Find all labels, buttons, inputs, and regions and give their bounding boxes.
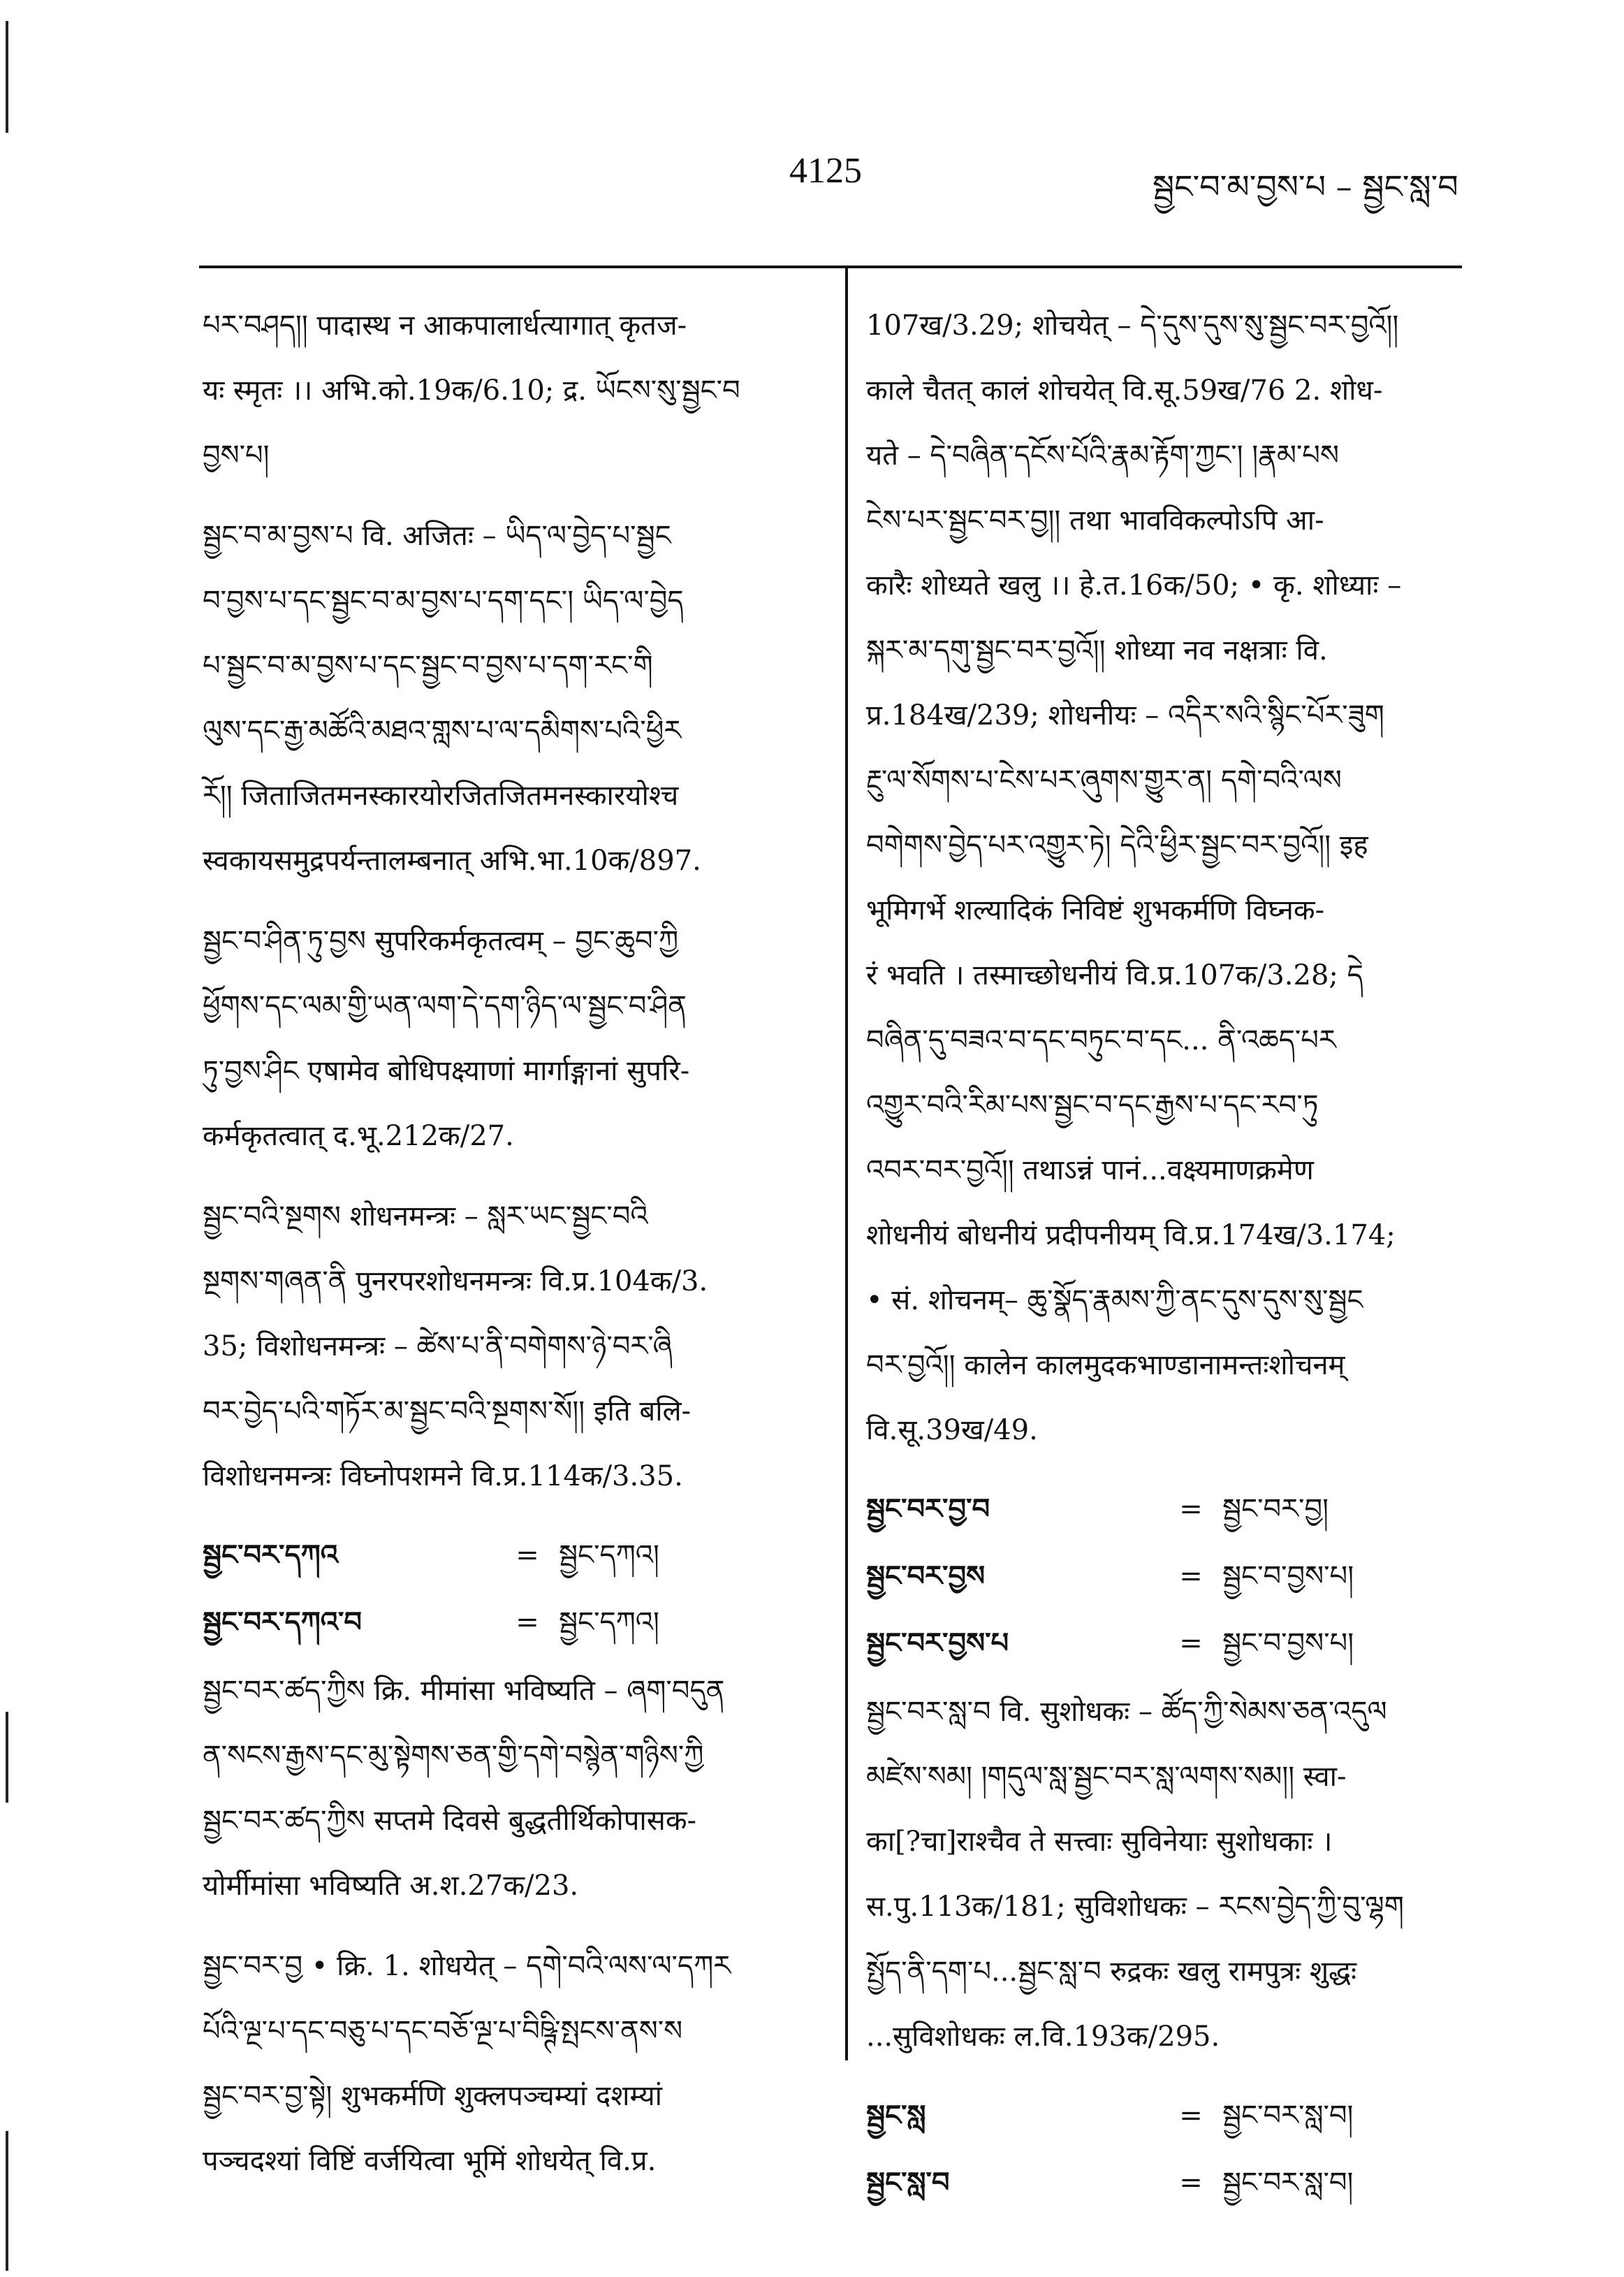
entry-line: སྤྱོད་ནི་དག་པ...སྦྱང་སླ་བ रुद्रकः खलु रामपुत्रः शुद्धः — [866, 1956, 1357, 1988]
dictionary-entry — [203, 293, 817, 488]
entry-line: ཕྱོགས་དང་ལམ་གྱི་ཡན་ལག་དེ་དག་ཉིད་ལ་སྦྱང་བ་ཤིན — [203, 990, 687, 1022]
entry-line: • सं. शोचनम्– ཆུ་སྣོད་རྣམས་ཀྱི་ནང་དུས་དུས་སུ་སྦྱང — [866, 1284, 1363, 1316]
xref-target: སྦྱང་དཀའ། — [559, 1606, 659, 1638]
entry-line: ལུས་དང་རྒྱ་མཚོའི་མཐའ་གླས་པ་ལ་དམིགས་པའི་ཕྱིར — [203, 715, 682, 747]
entry-line: स.पु.113क/181; सुविशोधकः – རངས་བྱེད་ཀྱི་བུ་ལྷག — [866, 1891, 1404, 1923]
entry-line: འགྱུར་བའི་རིམ་པས་སྦྱང་བ་དང་རྒྱས་པ་དང་རབ་ཏུ — [866, 1089, 1319, 1121]
entry-line: वि.सू.39ख/49. — [866, 1414, 1038, 1446]
scan-edge-mark — [6, 21, 8, 133]
entry-line: སྦྱང་བ་མ་བྱས་པ वि. अजितः – ཡིད་ལ་བྱེད་པ་སྦྱང — [203, 520, 671, 552]
xref-equals: = — [1179, 2167, 1203, 2199]
entry-line: यते – དེ་བཞིན་དངོས་པོའི་རྣམ་རྟོག་ཀྱང་། །རྣམ་པས — [866, 439, 1339, 472]
entry-line: रं भवति । तस्माच्छोधनीयं वि.प्र.107क/3.28; དེ — [866, 959, 1363, 991]
entry-line: पञ्चदश्यां विष्टिं वर्जयित्वा भूमिं शोधयेत् वि.प्र. — [203, 2145, 657, 2177]
xref-target: སྦྱང་བ་བྱས་པ། — [1222, 1560, 1354, 1592]
entry-line: པོའི་ལྔ་པ་དང་བཅུ་པ་དང་བཅོ་ལྔ་པ་བིཥྚི་སྤངས་ནས་ས — [203, 2015, 683, 2047]
entry-line: विशोधनमन्त्रः विघ्नोपशमने वि.प्र.114क/3.35. — [203, 1460, 683, 1492]
entry-line: प्र.184ख/239; शोधनीयः – འདིར་སའི་སྙིང་པོར་ཟུག — [866, 699, 1384, 732]
entry-line: སྦྱང་བར་བྱ • क्रि. 1. शोधयेत् – དགེ་བའི་ལས་ལ་དཀར — [203, 1950, 731, 1982]
entry-line: རྔུ་ལ་སོགས་པ་ངེས་པར་ཞུགས་གྱུར་ན། དགེ་བའི་ལས — [866, 764, 1342, 796]
cross-reference-row — [866, 1545, 1467, 1607]
entry-line: भूमिगर्भे शल्यादिकं निविष्टं शुभकर्मणि विघ्नक- — [866, 894, 1325, 926]
entry-line: བར་བྱེད་པའི་གཏོར་མ་སྦྱང་བའི་སྔགས་སོ།། इति बलि- — [203, 1395, 692, 1427]
column-divider — [845, 268, 848, 2060]
running-head: སྦྱང་བ་མ་བྱས་པ – སྦྱང་སླ་བ — [1153, 168, 1458, 205]
xref-target: སྦྱང་བར་བྱ། — [1222, 1493, 1329, 1525]
entry-line: བར་བྱའོ།། कालेन कालमुदकभाण्डानामन्तःशोचनम् — [866, 1349, 1345, 1381]
entry-line: སྦྱང་བར་ཚད་ཀྱིས क्रि. मीमांसा भविष्यति – ཞག་བདུན — [203, 1675, 725, 1707]
cross-reference-row — [866, 1613, 1467, 1674]
cross-reference-row — [866, 1478, 1467, 1540]
xref-equals: = — [1179, 1493, 1203, 1525]
entry-line: 35; विशोधनमन्त्रः – ཚེས་པ་ནི་བགེགས་ཉེ་བར་ཞི — [203, 1330, 673, 1362]
entry-line: कारैः शोध्यते खलु ।। हे.त.16क/50; • कृ. शोध्याः – — [866, 569, 1402, 602]
xref-headword: སྦྱང་བར་བྱ་བ — [866, 1492, 990, 1525]
entry-line: སྦྱང་བའི་སྔགས शोधनमन्त्रः – སླར་ཡང་སྦྱང་བའི — [203, 1200, 648, 1232]
xref-headword: སྦྱང་བར་དཀའ — [203, 1538, 338, 1571]
xref-headword: སྦྱང་སླ — [866, 2099, 926, 2132]
entry-line: པ་སྦྱང་བ་མ་བྱས་པ་དང་སྦྱང་བ་བྱས་པ་དག་རང་གི — [203, 650, 653, 682]
entry-line: བྱས་པ། — [203, 439, 270, 472]
entry-line: ངེས་པར་སྦྱང་བར་བྱ།། तथा भावविकल्पोऽपि आ- — [866, 504, 1324, 537]
xref-headword: སྦྱང་སླ་བ — [866, 2166, 950, 2199]
entry-line: རོ།། जिताजितमनस्कारयोरजितजितमनस्कारयोश्च — [203, 780, 679, 812]
cross-reference-row — [203, 1525, 817, 1586]
entry-line: སྦྱང་བར་བྱ་སྟེ། शुभकर्मणि शुक्लपञ्चम्यां दशम्यां — [203, 2080, 663, 2112]
entry-line: का[?चा]राश्चैव ते सत्त्वाः सुविनेयाः सुशोधकाः । — [866, 1826, 1333, 1858]
entry-line: སྐར་མ་དགུ་སྦྱང་བར་བྱའོ།། शोध्या नव नक्षत्राः वि. — [866, 634, 1328, 667]
scan-edge-mark — [6, 1712, 8, 1803]
entry-line: योर्मीमांसा भविष्यति अ.श.27क/23. — [203, 1870, 579, 1902]
dictionary-entry — [203, 1184, 817, 1509]
entry-line: བ་བྱས་པ་དང་སྦྱང་བ་མ་བྱས་པ་དག་དང་། ཡིད་ལ་བྱེད — [203, 585, 684, 617]
entry-line: འབར་བར་བྱའོ།། तथाऽन्नं पानं...वक्ष्यमाणक्रमेण — [866, 1154, 1314, 1186]
entry-line: स्वकायसमुद्रपर्यन्तालम्बनात् अभि.भा.10क/897. — [203, 845, 701, 877]
entry-line: སྦྱང་བ་ཤིན་ཏུ་བྱས सुपरिकर्मकृतत्वम् – བྱང་ཆུབ་ཀྱི — [203, 925, 679, 957]
xref-target: སྦྱང་བ་བྱས་པ། — [1222, 1627, 1354, 1659]
xref-equals: = — [1179, 1627, 1203, 1659]
cross-reference-row — [866, 2152, 1467, 2213]
entry-line: 107ख/3.29; शोचयेत् – དེ་དུས་དུས་སུ་སྦྱང་བར་བྱའོ།། — [866, 310, 1399, 342]
dictionary-entry — [203, 504, 817, 894]
xref-target: སྦྱང་བར་སླ་བ། — [1222, 2100, 1354, 2132]
entry-line: པར་བཤད།། पादास्थ न आकपालार्धत्यागात् कृतज- — [203, 310, 687, 342]
entry-line: མཛེས་སམ། །གདུལ་སླ་སྦྱང་བར་སླ་ལགས་སམ།། स्वा- — [866, 1761, 1347, 1793]
entry-line: काले चैतत् कालं शोचयेत् वि.सू.59ख/76 2. शोध- — [866, 374, 1383, 407]
dictionary-entry — [203, 1659, 817, 1919]
xref-equals: = — [1179, 2100, 1203, 2132]
header-rule — [199, 265, 1462, 268]
xref-target: སྦྱང་དཀའ། — [559, 1539, 659, 1571]
xref-target: སྦྱང་བར་སླ་བ། — [1222, 2167, 1354, 2199]
entry-line: སྦྱང་བར་ཚད་ཀྱིས सप्तमे दिवसे बुद्धतीर्थिकोपासक- — [203, 1805, 697, 1837]
entry-line: ན་སངས་རྒྱས་དང་མུ་སྟེགས་ཅན་གྱི་དགེ་བསྙེན་གཉིས་ཀྱི — [203, 1740, 704, 1772]
cross-reference-row — [866, 2085, 1467, 2146]
dictionary-entry — [203, 1934, 817, 2194]
xref-equals: = — [1179, 1560, 1203, 1592]
scan-edge-mark — [6, 2131, 8, 2271]
xref-headword: སྦྱང་བར་བྱས — [866, 1559, 986, 1592]
entry-line: यः स्मृतः ।। अभि.को.19क/6.10; द्र. ཡོངས་སུ་སྦྱང་བ — [203, 374, 740, 407]
xref-equals: = — [515, 1539, 539, 1571]
entry-line: कर्मकृतत्वात् द.भू.212क/27. — [203, 1120, 514, 1152]
left-column — [203, 293, 817, 2209]
right-column — [866, 293, 1467, 2219]
entry-line: སྦྱང་བར་སླ་བ वि. सुशोधकः – ཚོད་ཀྱི་སེམས་ཅན་འདུལ — [866, 1696, 1387, 1728]
page-header — [0, 150, 1624, 206]
entry-line: शोधनीयं बोधनीयं प्रदीपनीयम् वि.प्र.174ख/3.174; — [866, 1219, 1396, 1251]
dictionary-entry — [866, 293, 1467, 1463]
entry-line: སྔགས་གཞན་ནི पुनरपरशोधनमन्त्रः वि.प्र.104क/3. — [203, 1265, 708, 1297]
xref-headword: སྦྱང་བར་བྱས་པ — [866, 1627, 1009, 1659]
xref-equals: = — [515, 1606, 539, 1638]
entry-line: བགེགས་བྱེད་པར་འགྱུར་ཏེ། དེའི་ཕྱིར་སྦྱང་བར་བྱའོ།། इह — [866, 829, 1368, 861]
cross-reference-row — [203, 1592, 817, 1653]
dictionary-entry — [866, 1680, 1467, 2069]
entry-line: ཏུ་བྱས་ཤིང एषामेव बोधिपक्ष्याणां मार्गाङ्गानां सुपरि- — [203, 1055, 690, 1087]
page-number: 4125 — [789, 151, 862, 191]
dictionary-entry — [203, 909, 817, 1169]
entry-line: བཞིན་དུ་བཟའ་བ་དང་བཏུང་བ་དང... ནི་འཆད་པར — [866, 1024, 1336, 1056]
entry-line: ...सुविशोधकः ल.वि.193क/295. — [866, 2021, 1220, 2053]
xref-headword: སྦྱང་བར་དཀའ་བ — [203, 1606, 362, 1638]
